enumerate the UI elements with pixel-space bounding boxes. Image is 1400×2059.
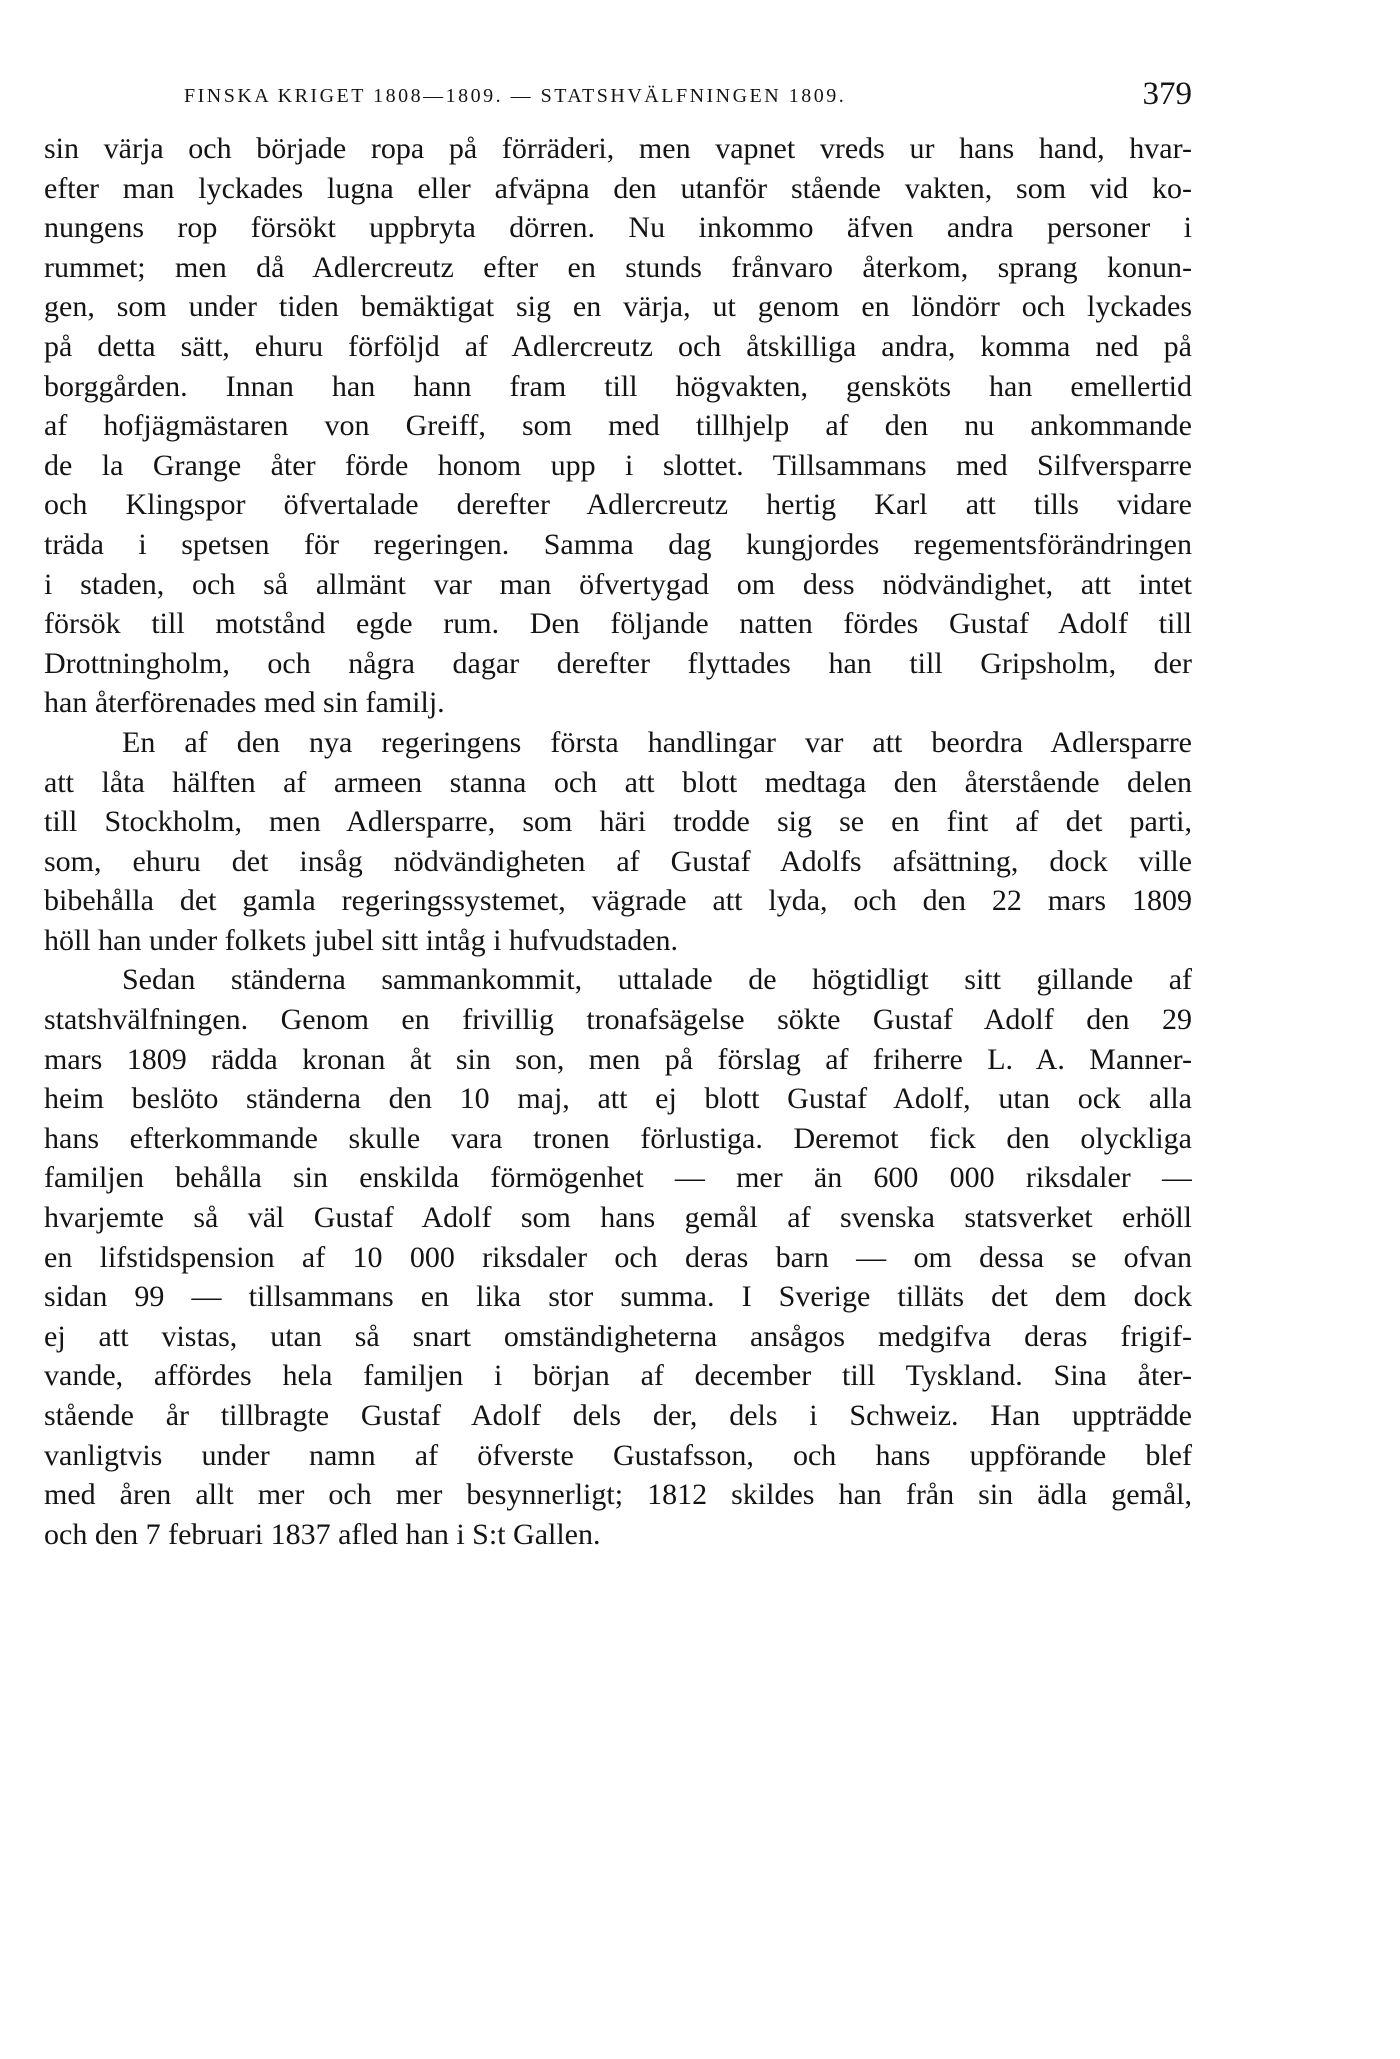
paragraph [44,960,1192,1554]
text-line: träda i spetsen för regeringen. Samma dag kungjordes regementsförändringen [44,527,1192,561]
text-line: hans efterkommande skulle vara tronen förlustiga. Deremot fick den olyckliga [44,1121,1192,1155]
body-text [44,129,1192,1554]
text-line: och Klingspor öfvertalade derefter Adlercreutz hertig Karl att tills vidare [44,488,1192,522]
text-line: heim beslöto ständerna den 10 maj, att ej blott Gustaf Adolf, utan ock alla [44,1082,1192,1116]
text-line: Sedan ständerna sammankommit, uttalade de högtidligt sitt gillande af [122,963,1192,997]
text-line: mars 1809 rädda kronan åt sin son, men på förslag af friherre L. A. Manner- [44,1042,1192,1076]
text-line: och den 7 februari 1837 afled han i S:t Gallen. [44,1517,601,1551]
text-line: borggården. Innan han hann fram till högvakten, gensköts han emellertid [44,369,1192,403]
paragraph [44,129,1192,723]
paragraph [44,723,1192,961]
text-line: nungens rop försökt uppbryta dörren. Nu inkommo äfven andra personer i [44,211,1192,245]
text-line: familjen behålla sin enskilda förmögenhet — mer än 600 000 riksdaler — [44,1161,1192,1195]
text-line: stående år tillbragte Gustaf Adolf dels der, dels i Schweiz. Han uppträdde [44,1399,1192,1432]
running-head [44,76,1192,116]
text-line: efter man lyckades lugna eller afväpna den utanför stående vakten, som vid ko- [44,171,1192,205]
text-line: sin värja och började ropa på förräderi, men vapnet vreds ur hans hand, hvar- [44,132,1192,165]
text-line: En af den nya regeringens första handlingar var att beordra Adlersparre [122,725,1192,759]
text-line: på detta sätt, ehuru förföljd af Adlercreutz och åtskilliga andra, komma ned på [44,329,1192,363]
text-line: af hofjägmästaren von Greiff, som med tillhjelp af den nu ankommande [44,409,1192,443]
text-line: Drottningholm, och några dagar derefter flyttades han till Gripsholm, der [44,646,1192,680]
text-line: höll han under folkets jubel sitt intåg i hufvudstaden. [44,923,679,957]
text-line: vanligtvis under namn af öfverste Gustafsson, och hans uppförande blef [44,1438,1192,1472]
text-line: statshvälfningen. Genom en frivillig tronafsägelse sökte Gustaf Adolf den 29 [44,1003,1192,1037]
text-line: som, ehuru det insåg nödvändigheten af Gustaf Adolfs afsättning, dock ville [44,844,1192,878]
text-line: en lifstidspension af 10 000 riksdaler och deras barn — om dessa se ofvan [44,1240,1192,1274]
text-line: rummet; men då Adlercreutz efter en stunds frånvaro återkom, sprang konun- [44,250,1192,284]
text-line: att låta hälften af armeen stanna och att blott medtaga den återstående delen [44,765,1192,799]
text-line: med åren allt mer och mer besynnerligt; 1812 skildes han från sin ädla gemål, [44,1478,1192,1512]
text-line: till Stockholm, men Adlersparre, som häri trodde sig se en fint af det parti, [44,805,1192,839]
text-line: försök till motstånd egde rum. Den följande natten fördes Gustaf Adolf till [44,607,1192,641]
text-line: i staden, och så allmänt var man öfvertygad om dess nödvändighet, att intet [44,567,1192,601]
text-line: gen, som under tiden bemäktigat sig en värja, ut genom en löndörr och lyckades [44,290,1192,324]
text-line: sidan 99 — tillsammans en lika stor summa. I Sverige tilläts det dem dock [44,1280,1192,1314]
text-line: vande, affördes hela familjen i början af december till Tyskland. Sina åter- [44,1359,1192,1393]
text-line: de la Grange åter förde honom upp i slottet. Tillsammans med Silfversparre [44,448,1192,482]
text-line: han återförenades med sin familj. [44,686,445,720]
text-line: ej att vistas, utan så snart omständigheterna ansågos medgifva deras frigif- [44,1319,1192,1353]
text-line: hvarjemte så väl Gustaf Adolf som hans gemål af svenska statsverket erhöll [44,1201,1192,1235]
text-line: bibehålla det gamla regeringssystemet, vägrade att lyda, och den 22 mars 1809 [44,884,1192,918]
page-number: 379 [1142,76,1192,112]
running-title: FINSKA KRIGET 1808—1809. — STATSHVÄLFNINGEN 1809. [184,85,847,107]
